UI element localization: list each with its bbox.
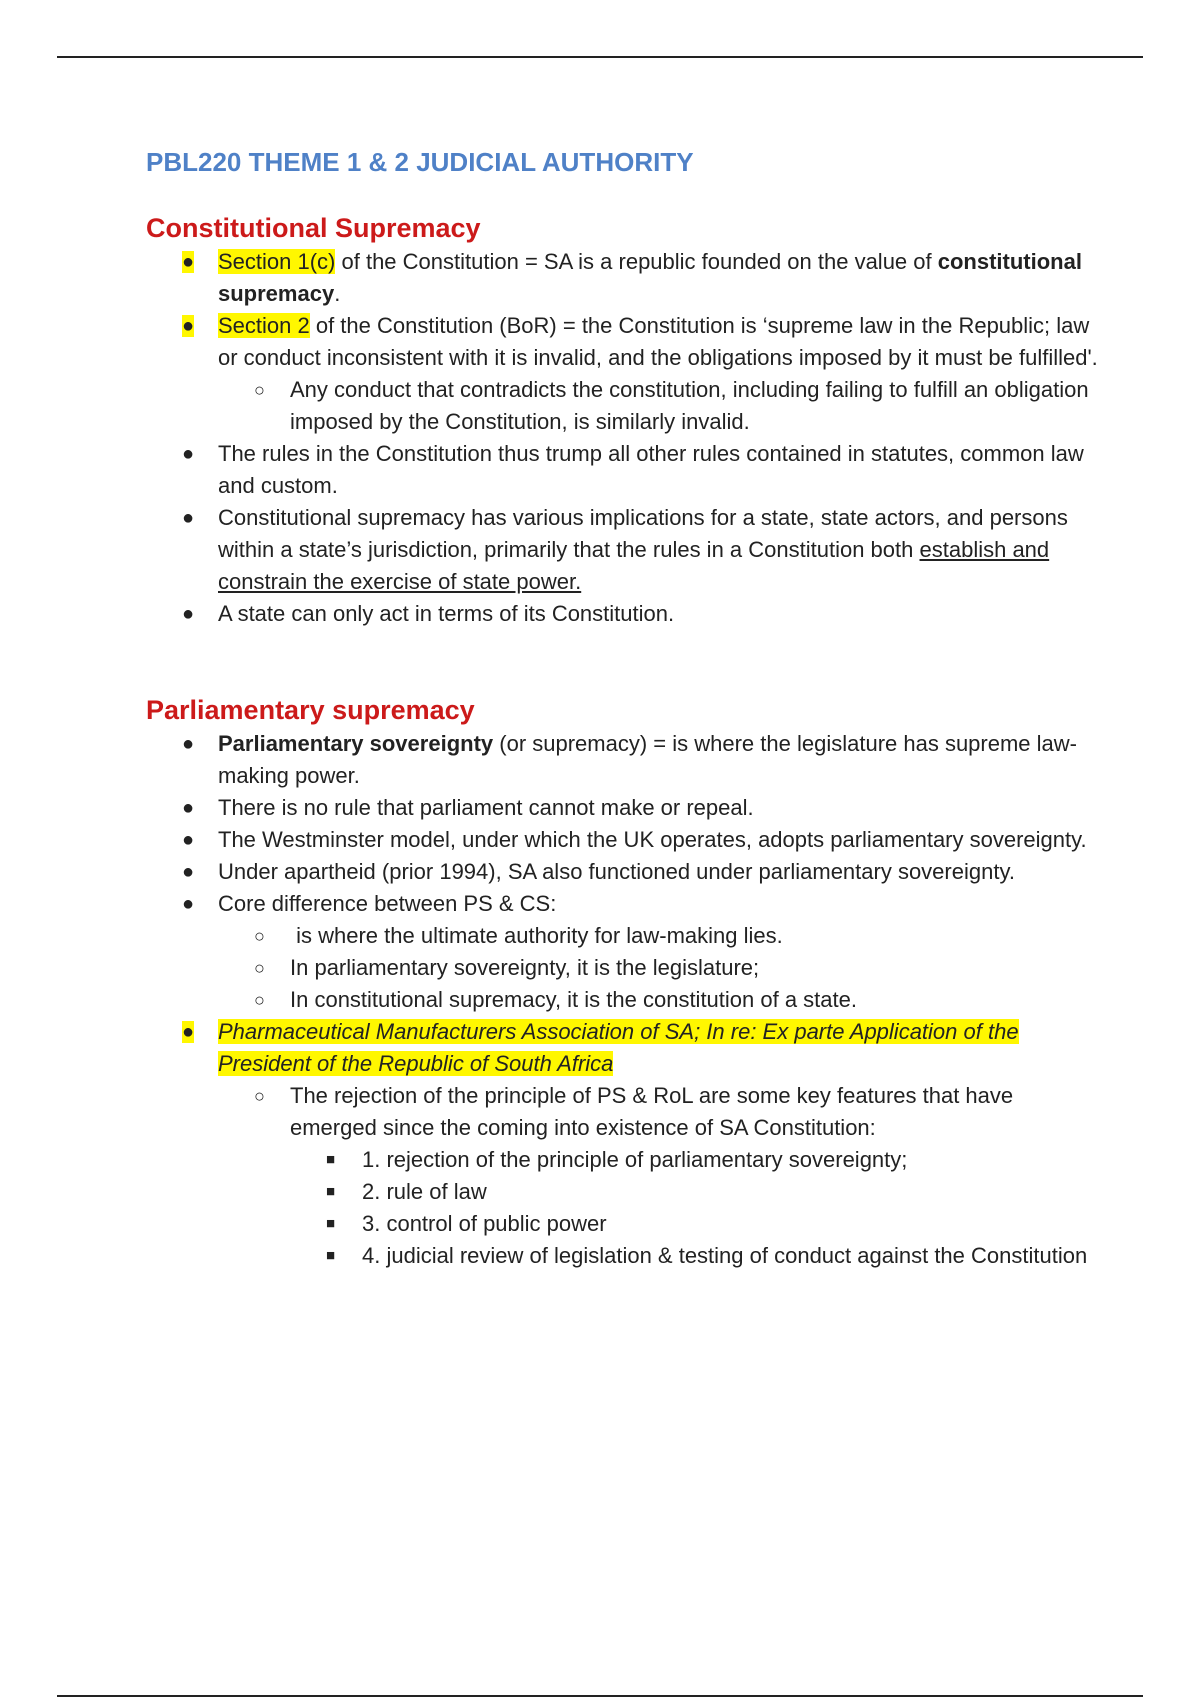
- square-bullet-marker: ■: [326, 1183, 336, 1200]
- bullet-marker: ●: [182, 251, 195, 273]
- constitutional-supremacy-heading: Constitutional Supremacy: [146, 213, 481, 243]
- sub-list-item-text: is where the ultimate authority for law-making lies.: [290, 923, 783, 948]
- sub-list-item-text: In parliamentary sovereignty, it is the legislature;: [290, 955, 760, 980]
- circle-bullet-marker: ○: [254, 958, 265, 978]
- list-item-text: Under apartheid (prior 1994), SA also functioned under parliamentary sovereignty.: [218, 859, 1015, 884]
- circle-bullet-marker: ○: [254, 926, 265, 946]
- sub-sub-list-item: [290, 1208, 1106, 1240]
- list-item: [146, 824, 1106, 856]
- list-item-text: .: [334, 281, 341, 306]
- bullet-marker: ●: [182, 797, 195, 819]
- list-item-text: Core difference between PS & CS:: [218, 891, 557, 916]
- list-item-text: of the Constitution (BoR) = the Constitution is ‘supreme law in the Republic; law or conduct inconsistent with it is invalid, and the obligations imposed by it must be fulfilled'.: [218, 313, 1098, 370]
- list-item: [146, 728, 1106, 792]
- highlighted-text: Section 1(c): [218, 249, 336, 274]
- underlined-text: establish and constrain the exercise of state power.: [218, 537, 1050, 594]
- list-item-text: A state can only act in terms of its Constitution.: [218, 601, 675, 626]
- bullet-marker: ●: [182, 1021, 195, 1043]
- list-item: [146, 856, 1106, 888]
- document-body: [146, 144, 1106, 1272]
- top-rule: [57, 56, 1143, 58]
- sub-sub-list-item: [290, 1176, 1106, 1208]
- list-item: [146, 888, 1106, 1016]
- list-item: [146, 598, 1106, 630]
- parliamentary-supremacy-list: [146, 728, 1106, 1272]
- list-item-text: The rules in the Constitution thus trump all other rules contained in statutes, common law and custom.: [218, 441, 1084, 498]
- sub-list-item: [218, 952, 1106, 984]
- bullet-marker: ●: [182, 893, 195, 915]
- sub-sub-list-item-text: 1. rejection of the principle of parliamentary sovereignty;: [362, 1147, 908, 1172]
- sub-sub-list-item: [290, 1240, 1106, 1272]
- square-bullet-marker: ■: [326, 1151, 336, 1168]
- case-name-highlighted: Pharmaceutical Manufacturers Association of SA; In re: Ex parte Application of the President of the Republic of South Africa: [218, 1019, 1019, 1076]
- sub-list-item: [218, 984, 1106, 1016]
- sub-sub-list-item-text: 4. judicial review of legislation & testing of conduct against the Constitution: [362, 1243, 1088, 1268]
- sub-list: [218, 1080, 1106, 1272]
- bullet-marker: ●: [182, 829, 195, 851]
- circle-bullet-marker: ○: [254, 1086, 265, 1106]
- sub-list-item-text: The rejection of the principle of PS & RoL are some key features that have emerged since the coming into existence of SA Constitution:: [290, 1083, 1014, 1140]
- sub-list: [218, 920, 1106, 1016]
- bullet-marker: ●: [182, 733, 195, 755]
- sub-sub-list-item: [290, 1144, 1106, 1176]
- sub-list-item-text: Any conduct that contradicts the constitution, including failing to fulfill an obligation imposed by the Constitution, is similarly invalid.: [290, 377, 1089, 434]
- list-item-text: (or supremacy) = is where the legislature has supreme law-making power.: [218, 731, 1077, 788]
- sub-sub-list-item-text: 2. rule of law: [362, 1179, 487, 1204]
- list-item: [146, 310, 1106, 438]
- circle-bullet-marker: ○: [254, 380, 265, 400]
- list-item: [146, 1016, 1106, 1272]
- sub-list-item-text: In constitutional supremacy, it is the constitution of a state.: [290, 987, 857, 1012]
- sub-sub-list: [290, 1144, 1106, 1272]
- bold-text: Parliamentary sovereignty: [218, 731, 494, 756]
- sub-sub-list-item-text: 3. control of public power: [362, 1211, 607, 1236]
- parliamentary-supremacy-heading: Parliamentary supremacy: [146, 695, 475, 725]
- highlighted-text: Section 2: [218, 313, 310, 338]
- list-item: [146, 502, 1106, 598]
- list-item: [146, 438, 1106, 502]
- bullet-marker: ●: [182, 315, 195, 337]
- list-item-text: There is no rule that parliament cannot make or repeal.: [218, 795, 754, 820]
- sub-list-item: [218, 920, 1106, 952]
- constitutional-supremacy-list: [146, 246, 1106, 630]
- bullet-marker: ●: [182, 507, 195, 529]
- document-title: PBL220 THEME 1 & 2 JUDICIAL AUTHORITY: [146, 147, 694, 177]
- bottom-rule: [57, 1695, 1143, 1697]
- sub-list-item: [218, 1080, 1106, 1272]
- square-bullet-marker: ■: [326, 1247, 336, 1264]
- bullet-marker: ●: [182, 443, 195, 465]
- sub-list: [218, 374, 1106, 438]
- bullet-marker: ●: [182, 603, 195, 625]
- sub-list-item: [218, 374, 1106, 438]
- list-item: [146, 792, 1106, 824]
- list-item-text: The Westminster model, under which the UK operates, adopts parliamentary sovereignty.: [218, 827, 1087, 852]
- list-item-text: Constitutional supremacy has various implications for a state, state actors, and persons within a state’s jurisdiction, primarily that the rules in a Constitution both: [218, 505, 1068, 562]
- bold-text: constitutional supremacy: [218, 249, 1082, 306]
- circle-bullet-marker: ○: [254, 990, 265, 1010]
- square-bullet-marker: ■: [326, 1215, 336, 1232]
- list-item: [146, 246, 1106, 310]
- bullet-marker: ●: [182, 861, 195, 883]
- list-item-text: of the Constitution = SA is a republic founded on the value of: [335, 249, 938, 274]
